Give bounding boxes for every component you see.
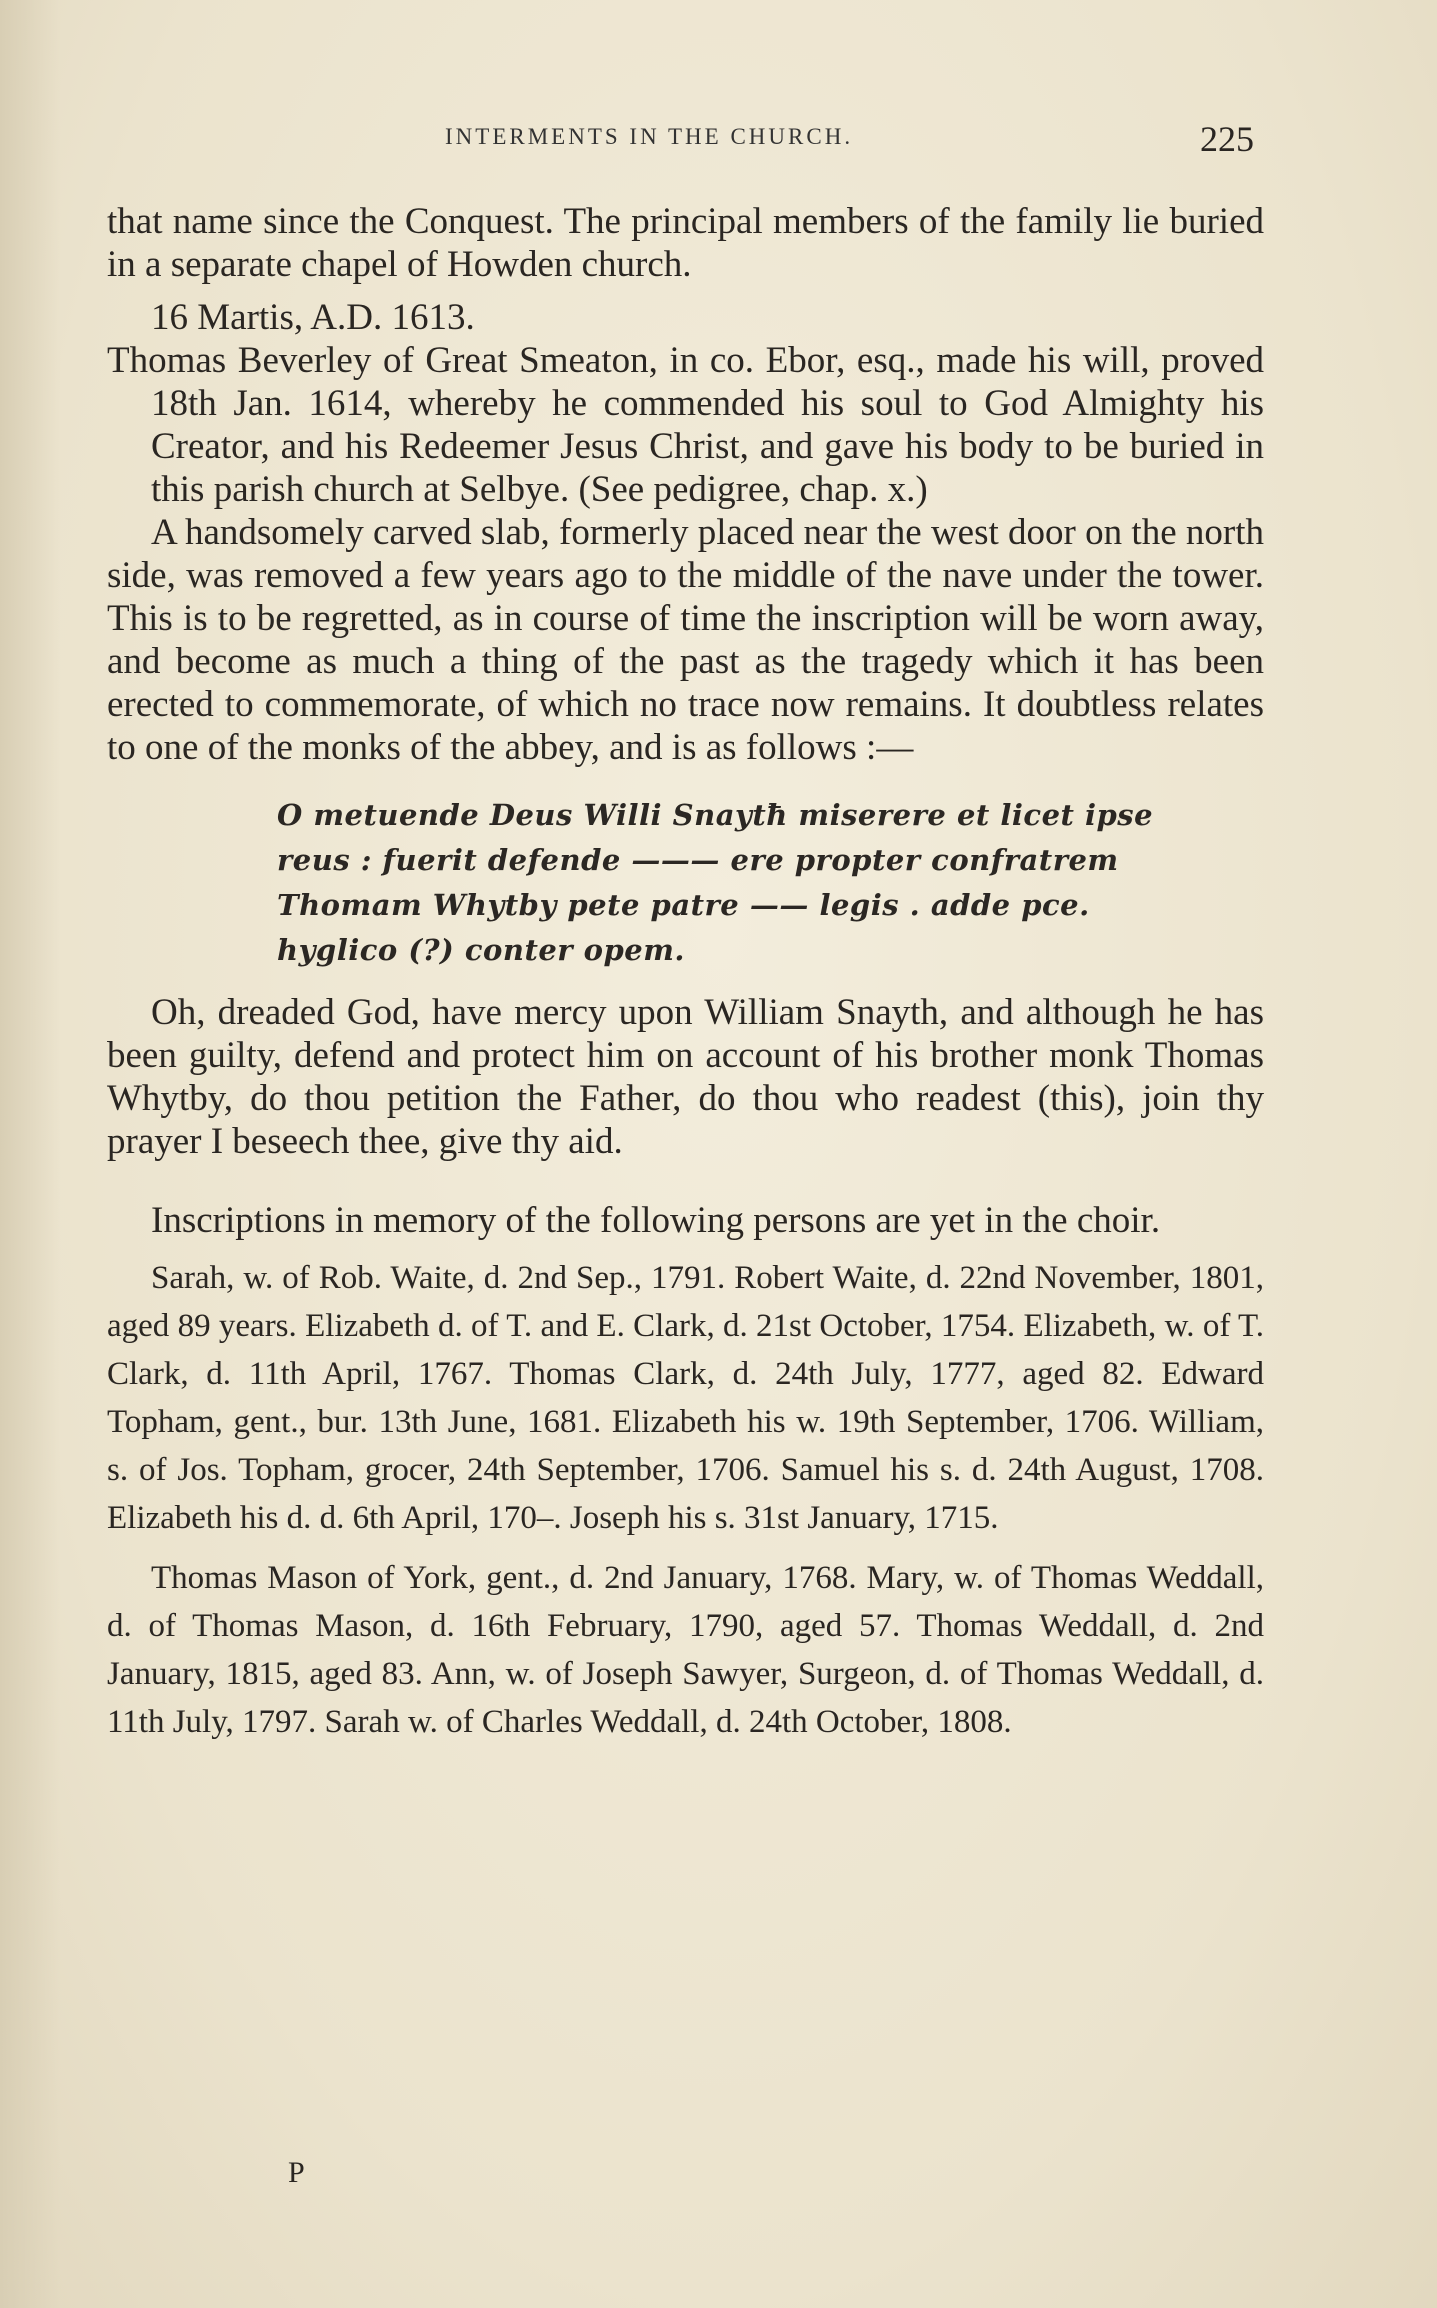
paragraph-beverley-will: Thomas Beverley of Great Smeaton, in co. Ebor, esq., made his will, proved 18th Jan. 1614, whereby he commended his soul to God Almighty his Creator, and his Redeemer Jesus Christ, and gave his body to be buried in this parish church at Selbye. (See pedigree, chap. x.) [107, 340, 1264, 510]
inscription-line: hyglico (?) conter opem. [277, 933, 686, 967]
running-header [0, 118, 1437, 158]
page-number: 225 [1200, 119, 1254, 159]
inscription-line: O metuende Deus Willi Snaytħ miserere et licet ipse [277, 798, 1154, 832]
slab-inscription [277, 793, 1237, 973]
paragraph-waite-clark-topham: Sarah, w. of Rob. Waite, d. 2nd Sep., 1791. Robert Waite, d. 22nd November, 1801, aged 89 years. Elizabeth d. of T. and E. Clark, d. 21st October, 1754. Elizabeth, w. of T. Clark, d. 11th April, 1767. Thomas Clark, d. 24th July, 1777, aged 82. Edward Topham, gent., bur. 13th June, 1681. Elizabeth his w. 19th September, 1706. William, s. of Jos. Topham, grocer, 24th September, 1706. Samuel his s. d. 24th August, 1708. Elizabeth his d. d. 6th April, 170–. Joseph his s. 31st January, 1715. [107, 1260, 1264, 1536]
running-title: INTERMENTS IN THE CHURCH. [445, 124, 854, 149]
entry-date: 16 Martis, A.D. 1613. [151, 297, 475, 338]
paragraph-mason-weddall: Thomas Mason of York, gent., d. 2nd January, 1768. Mary, w. of Thomas Weddall, d. of Thomas Mason, d. 16th February, 1790, aged 57. Thomas Weddall, d. 2nd January, 1815, aged 83. Ann, w. of Joseph Sawyer, Surgeon, d. of Thomas Weddall, d. 11th July, 1797. Sarah w. of Charles Weddall, d. 24th October, 1808. [107, 1560, 1264, 1740]
inscription-line: Thomam Whytby pete patre —— legis . adde pce. [277, 888, 1090, 922]
paragraph-choir-intro: Inscriptions in memory of the following persons are yet in the choir. [151, 1200, 1161, 1241]
paragraph-translation: Oh, dreaded God, have mercy upon William Snayth, and although he has been guilty, defend and protect him on account of his brother monk Thomas Whytby, do thou petition the Father, do thou who readest (this), join thy prayer I beseech thee, give thy aid. [107, 992, 1264, 1162]
body-text [107, 200, 1264, 1746]
signature-mark: P [288, 2156, 305, 2189]
page-edge-shadow [0, 0, 60, 2308]
paragraph-howden: that name since the Conquest. The principal members of the family lie buried in a separate chapel of Howden church. [107, 201, 1264, 285]
paragraph-carved-slab: A handsomely carved slab, formerly placed near the west door on the north side, was removed a few years ago to the middle of the nave under the tower. This is to be regretted, as in course of time the inscription will be worn away, and become as much a thing of the past as the tragedy which it has been erected to commemorate, of which no trace now remains. It doubtless relates to one of the monks of the abbey, and is as follows :— [107, 512, 1264, 768]
inscription-line: reus : fuerit defende ——— ere propter confratrem [277, 843, 1119, 877]
